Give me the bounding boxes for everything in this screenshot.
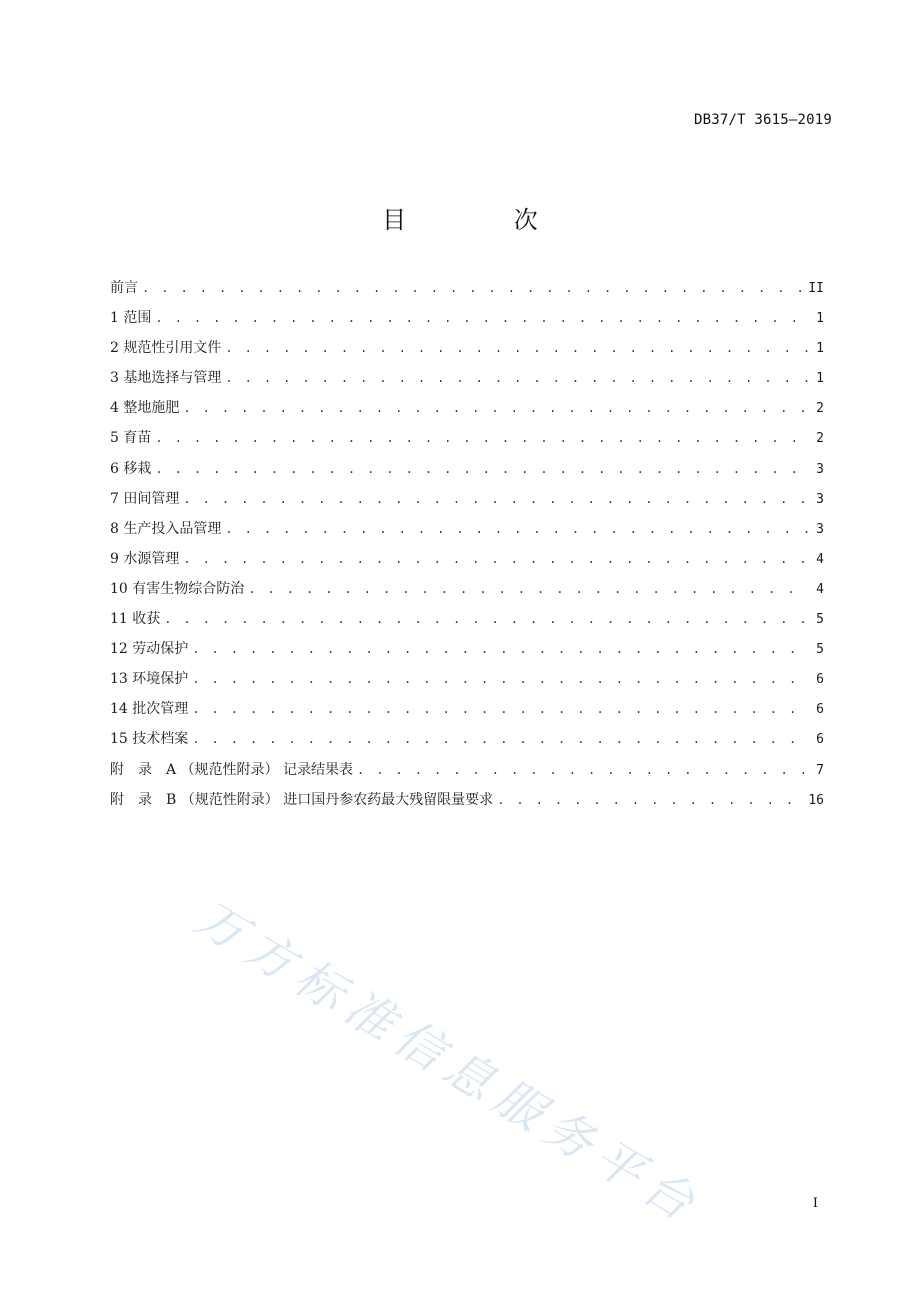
toc-entry-label: 1 范围 <box>110 310 152 327</box>
toc-entry-label: 15 技术档案 <box>110 731 189 748</box>
toc-entry-page: 6 <box>816 672 824 688</box>
toc-entry-page: 4 <box>816 551 824 567</box>
toc-leader-dots <box>142 278 802 298</box>
toc-leader-dots <box>248 579 808 599</box>
toc-entry-label: 6 移栽 <box>110 460 152 477</box>
toc-entry-label: 14 批次管理 <box>110 701 189 718</box>
toc-entry-page: 3 <box>816 521 824 537</box>
toc-entry-page: 1 <box>816 341 824 357</box>
toc-entry-label: 附 录 B （规范性附录） 进口国丹参农药最大残留限量要求 <box>110 791 494 808</box>
toc-leader-dots <box>192 639 808 659</box>
toc-entry-label: 4 整地施肥 <box>110 400 180 417</box>
toc-leader-dots <box>192 669 808 689</box>
toc-entry[interactable] <box>110 609 824 639</box>
toc-entry-page: 7 <box>816 762 824 778</box>
page-title: 目 次 <box>382 206 588 234</box>
document-code: DB37/T 3615—2019 <box>693 112 832 128</box>
toc-leader-dots <box>183 398 808 418</box>
toc-entry-label: 3 基地选择与管理 <box>110 370 222 387</box>
toc-entry-label: 5 育苗 <box>110 430 152 447</box>
toc-entry-page: 16 <box>808 792 824 808</box>
toc-leader-dots <box>192 699 808 719</box>
toc-entry[interactable] <box>110 519 824 549</box>
toc-leader-dots <box>192 729 808 749</box>
toc-leader-dots <box>225 368 808 388</box>
toc-entry[interactable] <box>110 699 824 729</box>
toc-entry[interactable] <box>110 308 824 338</box>
toc-leader-dots <box>225 519 808 539</box>
toc-entry[interactable] <box>110 338 824 368</box>
toc-entry-page: 1 <box>816 371 824 387</box>
toc-entry-label: 8 生产投入品管理 <box>110 520 222 537</box>
toc-leader-dots <box>155 308 808 328</box>
watermark-text: 万方标准信息服务平台 <box>185 889 712 1237</box>
table-of-contents <box>110 278 824 820</box>
toc-leader-dots <box>225 338 808 358</box>
toc-entry-page: 4 <box>816 581 824 597</box>
toc-entry-page: II <box>808 281 824 296</box>
toc-entry[interactable] <box>110 669 824 699</box>
toc-entry-label: 13 环境保护 <box>110 671 189 688</box>
toc-entry-page: 3 <box>816 461 824 477</box>
toc-entry[interactable] <box>110 549 824 579</box>
toc-entry[interactable] <box>110 760 824 790</box>
toc-entry[interactable] <box>110 368 824 398</box>
toc-entry-label: 附 录 A （规范性附录） 记录结果表 <box>110 761 354 778</box>
toc-leader-dots <box>183 549 808 569</box>
toc-entry-page: 2 <box>816 431 824 447</box>
toc-entry[interactable] <box>110 729 824 759</box>
toc-entry-label: 前言 <box>110 280 138 296</box>
toc-entry-label: 10 有害生物综合防治 <box>110 580 245 597</box>
toc-leader-dots <box>497 790 802 810</box>
toc-entry-page: 6 <box>816 732 824 748</box>
toc-entry-page: 1 <box>816 311 824 327</box>
toc-entry-page: 5 <box>816 612 824 628</box>
toc-entry-page: 2 <box>816 401 824 417</box>
toc-entry-label: 2 规范性引用文件 <box>110 340 222 357</box>
toc-leader-dots <box>155 459 808 479</box>
toc-entry[interactable] <box>110 790 824 820</box>
toc-entry[interactable] <box>110 428 824 458</box>
toc-entry-label: 11 收获 <box>110 611 161 628</box>
toc-entry-label: 12 劳动保护 <box>110 641 189 658</box>
toc-entry-page: 5 <box>816 642 824 658</box>
toc-entry[interactable] <box>110 398 824 428</box>
toc-entry[interactable] <box>110 489 824 519</box>
page-number: I <box>812 1196 818 1211</box>
toc-leader-dots <box>164 609 808 629</box>
toc-entry[interactable] <box>110 278 824 308</box>
toc-entry-label: 7 田间管理 <box>110 490 180 507</box>
toc-entry-page: 6 <box>816 702 824 718</box>
toc-leader-dots <box>183 489 808 509</box>
toc-entry-page: 3 <box>816 491 824 507</box>
toc-entry[interactable] <box>110 459 824 489</box>
toc-leader-dots <box>357 760 808 780</box>
toc-leader-dots <box>155 428 808 448</box>
toc-entry-label: 9 水源管理 <box>110 550 180 567</box>
toc-entry[interactable] <box>110 639 824 669</box>
toc-entry[interactable] <box>110 579 824 609</box>
